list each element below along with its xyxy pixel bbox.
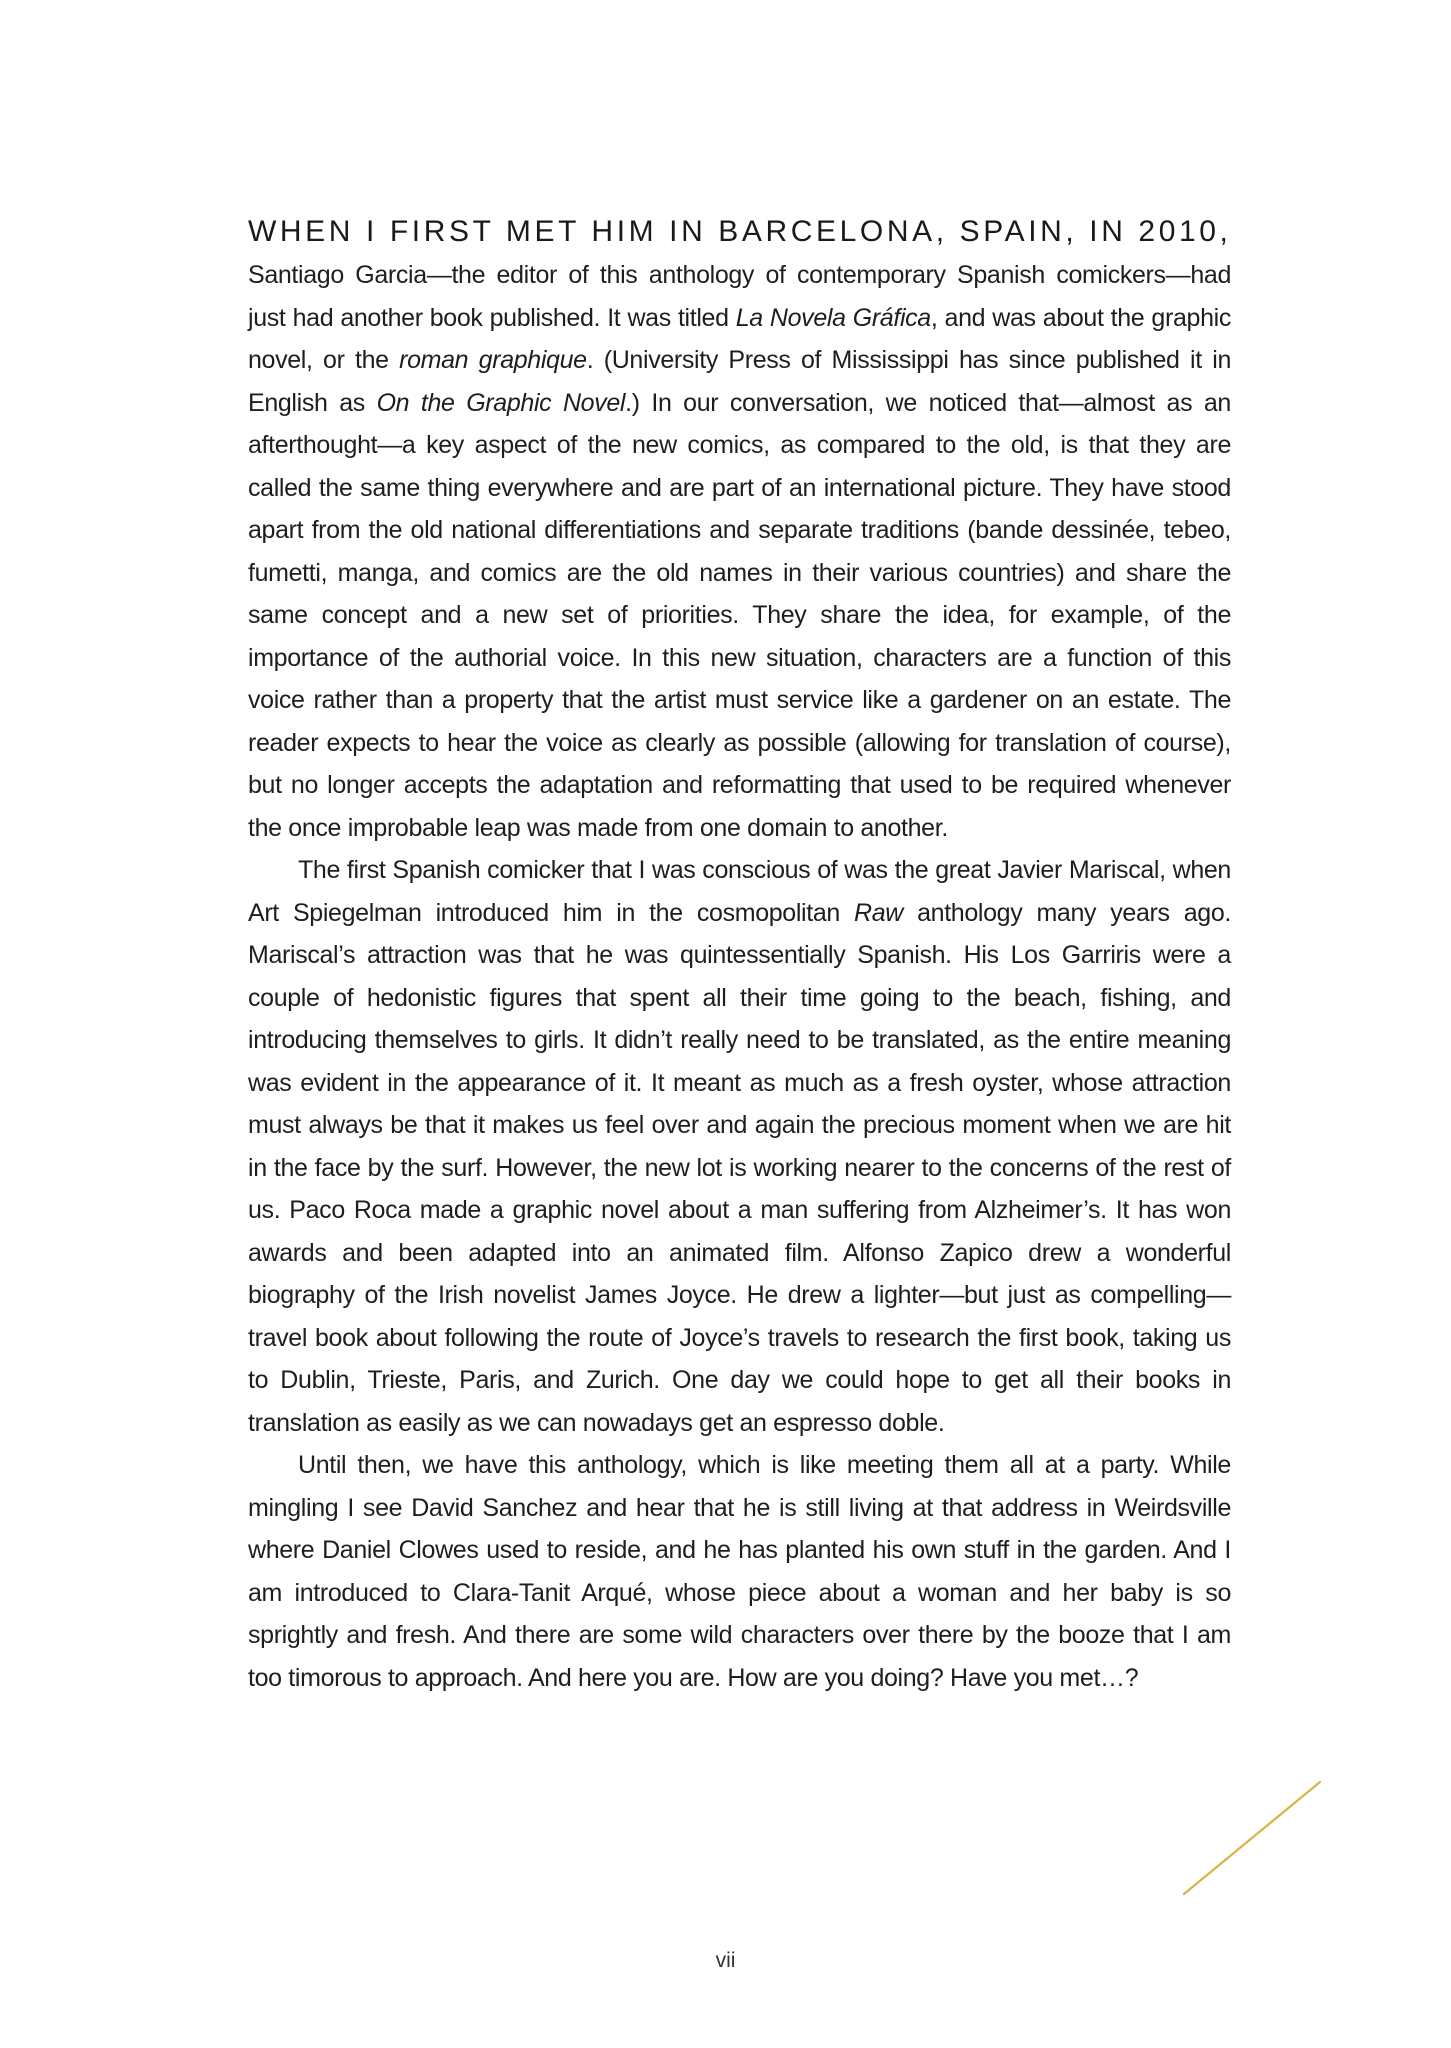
title-on-the-graphic-novel: On the Graphic Novel bbox=[376, 388, 626, 417]
foreword-text bbox=[248, 212, 1231, 1699]
accent-stroke bbox=[1184, 1782, 1320, 1894]
decorative-diagonal-line bbox=[1180, 1778, 1325, 1898]
page-number: vii bbox=[715, 1949, 736, 1972]
paragraph-2 bbox=[248, 849, 1231, 1444]
paragraph-2-text-a: The first Spanish comicker that I was conscious of was the great Javier Mariscal, when Art Spiegelman introduced him in the cosmopolitan bbox=[248, 856, 1231, 927]
paragraph-1-text-b: , and was about the graphic novel, or the bbox=[248, 303, 1231, 374]
paragraph-2-text-b: anthology many years ago. Mariscal’s attraction was that he was quintessentially Spanish. His Los Garriris were a couple of hedonistic figures that spent all their time going to the beach, fishing, and introducing themselves to girls. It didn’t really need to be translated, as the entire meaning was evident in the appearance of it. It meant as much as a fresh oyster, whose attraction must always be that it makes us feel over and again the precious moment when we are hit in the face by the surf. However, the new lot is working nearer to the concerns of the rest of us. Paco Roca made a graphic novel about a man suffering from Alzheimer’s. It has won awards and been adapted into an animated film. Alfonso Zapico drew a wonderful biography of the Irish novelist James Joyce. He drew a lighter—but just as compelling—travel book about following the route of Joyce’s travels to research the first book, taking us to Dublin, Trieste, Paris, and Zurich. One day we could hope to get all their books in translation as easily as we can nowadays get an espresso doble. bbox=[248, 898, 1231, 1437]
paragraph-1-text-a: Santiago Garcia—the editor of this anthology of contemporary Spanish comickers—had just had another book published. It was titled bbox=[248, 261, 1231, 332]
paragraph-3: Until then, we have this anthology, which is like meeting them all at a party. While mingling I see David Sanchez and hear that he is still living at that address in Weirdsville where Daniel Clowes used to reside, and he has planted his own stuff in the garden. And I am introduced to Clara-Tanit Arqué, whose piece about a woman and her baby is so sprightly and fresh. And there are some wild characters over there by the booze that I am too timorous to approach. And here you are. How are you doing? Have you met…? bbox=[248, 1451, 1231, 1692]
opening-small-caps-line: WHEN I FIRST MET HIM IN BARCELONA, SPAIN, IN 2010, bbox=[248, 215, 1232, 248]
paragraph-1-text-c: . (University Press of Mississippi has since published it in English as bbox=[248, 346, 1231, 417]
paragraph-1 bbox=[248, 254, 1231, 849]
paragraph-1-text-d: .) In our conversation, we noticed that—almost as an afterthought—a key aspect of the new comics, as compared to the old, is that they are called the same thing everywhere and are part of an international picture. They have stood apart from the old national differentiations and separate traditions (bande dessinée, tebeo, fumetti, manga, and comics are the old names in their various countries) and share the same concept and a new set of priorities. They share the idea, for example, of the importance of the authorial voice. In this new situation, characters are a function of this voice rather than a property that the artist must service like a gardener on an estate. The reader expects to hear the voice as clearly as possible (allowing for translation of course), but no longer accepts the adaptation and reformatting that used to be required whenever the once improbable leap was made from one domain to another. bbox=[248, 388, 1231, 842]
title-la-novela-grafica: La Novela Gráfica bbox=[735, 303, 931, 332]
title-raw: Raw bbox=[854, 898, 904, 927]
term-roman-graphique: roman graphique bbox=[399, 346, 587, 374]
